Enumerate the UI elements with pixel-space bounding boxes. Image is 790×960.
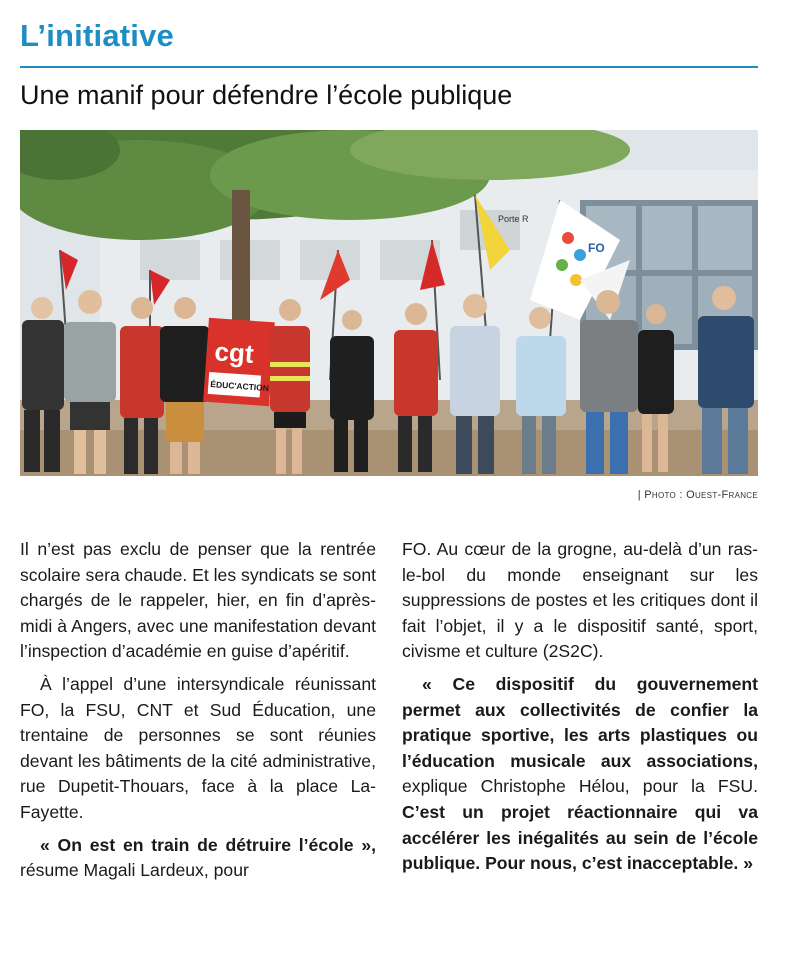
section-rubric: L’initiative — [20, 18, 174, 53]
paragraph-4 — [402, 672, 758, 877]
article-column-2 — [402, 537, 758, 877]
quote-helou-2: C’est un projet réactionnaire qui va accélérer les inégalités au sein de l’école publique. Pour nous, c’est inacceptable. » — [402, 801, 758, 874]
sign-cgt: cgt — [213, 336, 255, 369]
photo-illustration — [20, 130, 758, 476]
paragraph-1: Il n’est pas exclu de penser que la rentrée scolaire sera chaude. Et les syndicats se sont chargés de le rappeler, hier, en fin d’après-midi à Angers, avec une manifestation devant l’inspection d’académie en guise d’apéritif. — [20, 539, 376, 662]
paragraph-3-continued: FO. Au cœur de la grogne, au-delà d’un ras-le-bol du monde enseignant sur les suppressions de postes et les critiques dont il fait l’objet, il y a le dispositif santé, sport, civisme et culture (2S2C). — [402, 539, 758, 662]
paragraph-3 — [20, 833, 376, 884]
section-rule — [20, 66, 758, 68]
sign-educaction: ÉDUC'ACTION — [210, 379, 270, 394]
paragraph-2: À l’appel d’une intersyndicale réunissant FO, la FSU, CNT et Sud Éducation, une trentaine de personnes se sont réunies devant les bâtiments de la cité administrative, rue Dupetit-Thouars, face à la place La-Fayette. — [20, 673, 376, 822]
banner-text: FO — [588, 241, 605, 255]
article-photo — [20, 130, 758, 476]
paragraph-3-text: résume Magali Lardeux, pour — [20, 860, 249, 881]
paragraph-4-attribution: explique Christophe Hélou, pour la FSU. — [402, 776, 758, 797]
photo-credit: | Photo : Ouest-France — [637, 489, 758, 501]
article-headline: Une manif pour défendre l’école publique — [20, 80, 513, 110]
quote-lardeux: « On est en train de détruire l’école », — [40, 834, 376, 855]
article-column-1 — [20, 537, 376, 884]
building-sign: Porte R — [498, 214, 529, 224]
quote-helou-1: « Ce dispositif du gouvernement permet aux collectivités de confier la pratique sportive, les arts plastiques ou l’éducation musicale aux associations, — [402, 673, 758, 771]
